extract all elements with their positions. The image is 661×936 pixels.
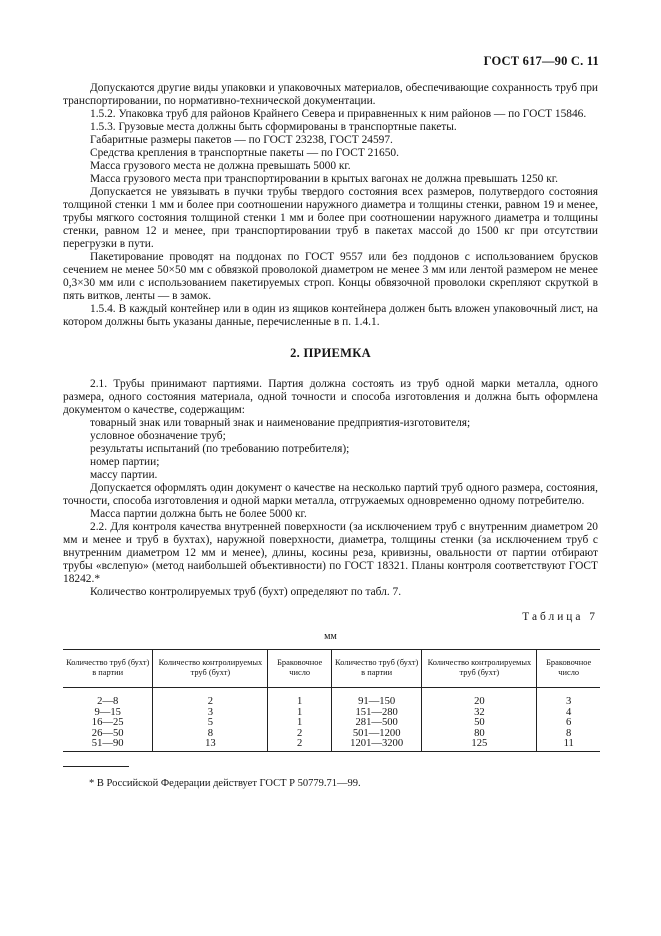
table-cell: 501—1200 <box>331 729 421 740</box>
table-cell: 1 <box>268 688 332 708</box>
table-row <box>63 708 600 719</box>
table-cell: 2 <box>153 688 268 708</box>
table-caption: Таблица 7 <box>522 611 598 623</box>
table-cell: 9—15 <box>94 706 121 718</box>
paragraph: Допускается не увязывать в пучки трубы твердого состояния всех размеров, полутвердого состояния толщиной стенки 1 мм и более при соотношении наружного диаметра и толщины стенки, равном 19 и менее, трубы мягкого состояния толщиной стенки 1 мм и более при соотношении наружного диаметра и толщины стенки, равном 12 и менее, при транспортировании труб в пакетах массой до 1500 кг при отсутствии перегрузки в пути. <box>63 186 598 250</box>
table-cell: 50 <box>422 718 537 729</box>
table-cell: 281—500 <box>331 718 421 729</box>
table-cell: 11 <box>537 739 600 751</box>
table-cell: 8 <box>153 729 268 740</box>
paragraph: Количество контролируемых труб (бухт) определяют по табл. 7. <box>90 586 402 598</box>
document-body <box>63 82 598 790</box>
column-header: Количество контролируемых труб (бухт) <box>422 650 537 688</box>
table-cell: 3 <box>153 708 268 719</box>
paragraph: 2.2. Для контроля качества внутренней поверхности (за исключением труб с внутренним диаметром 20 мм и менее и труб в бухтах), наружной поверхности, диаметра, толщины стенки (за исключением труб с внутренним диаметром 12 мм и менее), длины, косины реза, кривизны, овальности от партии отбирают трубы «вслепую» (метод наибольшей объективности) по ГОСТ 18321. Планы контроля соответствуют ГОСТ 18242.* <box>63 521 598 585</box>
list-item: условное обозначение труб; <box>90 430 226 442</box>
section-heading: 2. ПРИЕМКА <box>290 346 371 360</box>
table-cell: 2 <box>268 729 332 740</box>
paragraph: Масса грузового места при транспортировании в крытых вагонах не должна превышать 1250 кг. <box>90 173 558 185</box>
column-header: Браковочное число <box>537 650 600 688</box>
list-item: номер партии; <box>90 456 160 468</box>
paragraph: Допускается оформлять один документ о качестве на несколько партий труб одного размера, состояния, точности, способа изготовления и одной марки металла, отгружаемых одновременно одному потребителю. <box>63 482 598 507</box>
footnote: * В Российской Федерации действует ГОСТ Р 50779.71—99. <box>89 777 361 789</box>
table-cell: 80 <box>422 729 537 740</box>
paragraph: 1.5.4. В каждый контейнер или в один из ящиков контейнера должен быть вложен упаковочный лист, на котором должны быть указаны данные, перечисленные в п. 1.4.1. <box>63 303 598 328</box>
list-item: массу партии. <box>90 469 158 481</box>
table-header-row <box>63 650 600 688</box>
table-cell: 1201—3200 <box>331 739 421 751</box>
column-header: Количество труб (бухт) в партии <box>63 650 153 688</box>
table-cell: 26—50 <box>91 727 124 739</box>
footnote-rule <box>63 766 129 767</box>
table-cell: 51—90 <box>91 738 124 750</box>
table-cell: 125 <box>422 739 537 751</box>
column-header: Количество труб (бухт) в партии <box>331 650 421 688</box>
paragraph: Масса партии должна быть не более 5000 кг. <box>90 508 307 520</box>
data-table <box>63 649 600 752</box>
table-row <box>63 718 600 729</box>
table-cell: 91—150 <box>331 688 421 708</box>
table-row <box>63 729 600 740</box>
paragraph: Масса грузового места не должна превышать 5000 кг. <box>90 160 351 172</box>
table-cell: 32 <box>422 708 537 719</box>
table-units: мм <box>324 631 337 642</box>
table-cell: 4 <box>537 708 600 719</box>
table-cell: 16—25 <box>91 717 124 729</box>
table-cell: 6 <box>537 718 600 729</box>
table-cell: 8 <box>537 729 600 740</box>
column-header: Браковочное число <box>268 650 332 688</box>
table-cell: 13 <box>153 739 268 751</box>
table-cell: 2 <box>268 739 332 751</box>
list-item: результаты испытаний (по требованию потребителя); <box>90 443 350 455</box>
table-row <box>63 739 600 751</box>
table-row <box>63 688 600 708</box>
table-cell: 3 <box>537 688 600 708</box>
table-cell: 20 <box>422 688 537 708</box>
page-header: ГОСТ 617—90 С. 11 <box>483 54 599 68</box>
paragraph: 1.5.3. Грузовые места должны быть сформированы в транспортные пакеты. <box>90 121 457 133</box>
table-cell: 5 <box>153 718 268 729</box>
paragraph: Габаритные размеры пакетов — по ГОСТ 23238, ГОСТ 24597. <box>90 134 393 146</box>
table-cell: 151—280 <box>331 708 421 719</box>
paragraph: Средства крепления в транспортные пакеты — по ГОСТ 21650. <box>90 147 399 159</box>
paragraph: 1.5.2. Упаковка труб для районов Крайнего Севера и приравненных к ним районов — по ГОСТ 15846. <box>90 108 587 120</box>
paragraph: 2.1. Трубы принимают партиями. Партия должна состоять из труб одной марки металла, одного размера, одного состояния материала, одной точности и способа изготовления и должна быть оформлена документом о качестве, содержащим: <box>63 378 598 416</box>
table-cell: 1 <box>268 708 332 719</box>
table-cell: 1 <box>268 718 332 729</box>
column-header: Количество контролируемых труб (бухт) <box>153 650 268 688</box>
list-item: товарный знак или товарный знак и наименование предприятия-изготовителя; <box>90 417 471 429</box>
paragraph: Допускаются другие виды упаковки и упаковочных материалов, обеспечивающие сохранность труб при транспортировании, по нормативно-технической документации. <box>63 82 598 107</box>
table-cell: 2—8 <box>97 696 119 707</box>
paragraph: Пакетирование проводят на поддонах по ГОСТ 9557 или без поддонов с использованием брусков сечением не менее 50×50 мм с обвязкой проволокой диаметром не менее 3 мм или лентой размером не менее 0,3×30 мм или с использованием пакетируемых строп. Концы обвязочной проволоки скрепляют скруткой в пять витков, ленты — в замок. <box>63 251 598 302</box>
